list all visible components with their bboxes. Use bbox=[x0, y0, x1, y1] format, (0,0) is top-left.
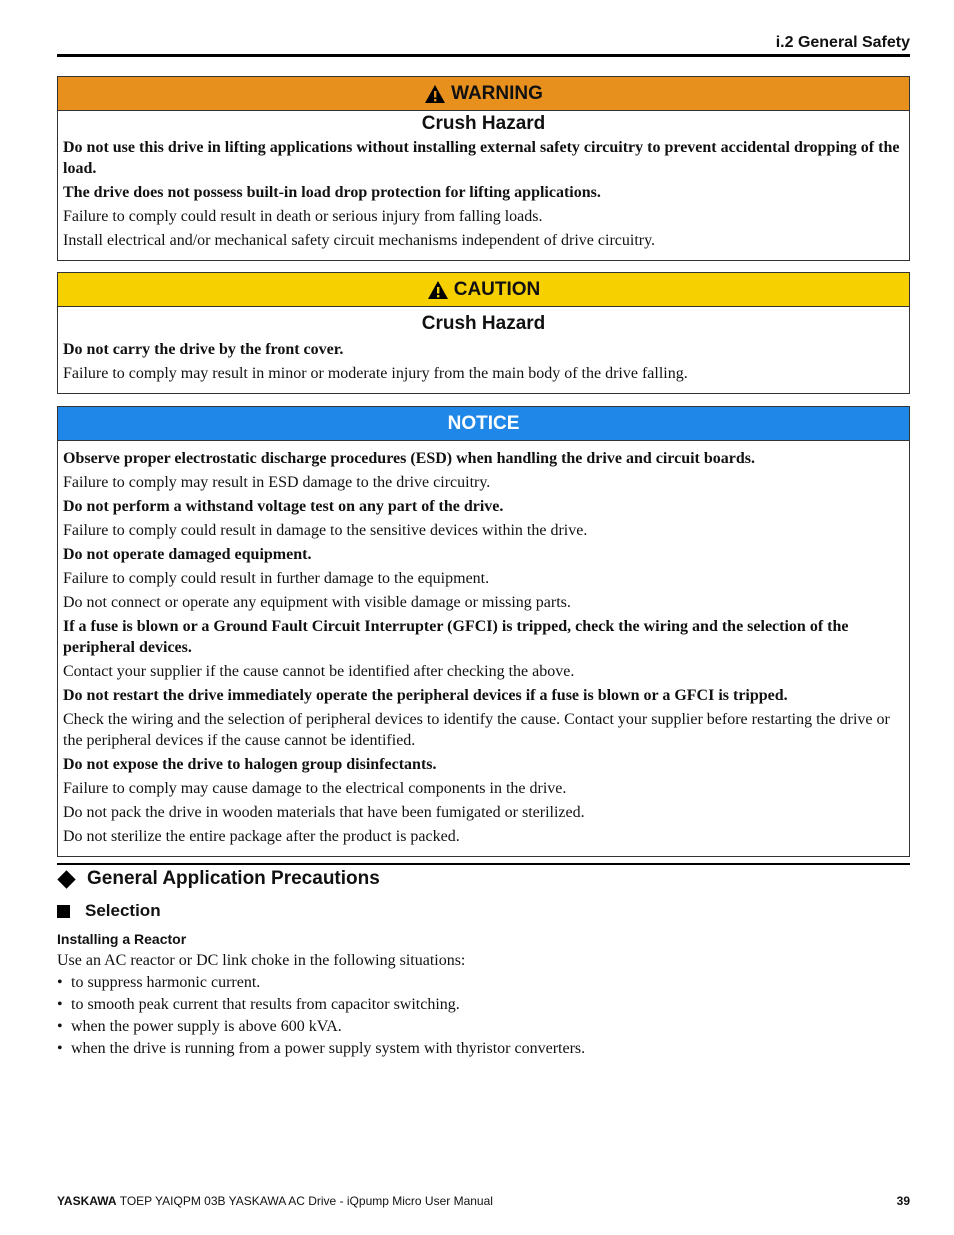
warning-body bbox=[58, 134, 909, 260]
notice-line: Do not pack the drive in wooden materials that have been fumigated or sterilized. bbox=[63, 804, 585, 821]
warning-line: Install electrical and/or mechanical safety circuit mechanisms independent of drive circuitry. bbox=[63, 232, 656, 249]
intro-paragraph: Use an AC reactor or DC link choke in the following situations: bbox=[57, 952, 466, 969]
notice-line: Do not perform a withstand voltage test on any part of the drive. bbox=[63, 498, 504, 515]
list-item: • to smooth peak current that results from capacitor switching. bbox=[57, 996, 460, 1013]
warning-hazard-title: Crush Hazard bbox=[421, 113, 546, 134]
page-number: 39 bbox=[896, 1194, 910, 1208]
caution-body bbox=[58, 336, 909, 393]
caution-hazard-title: Crush Hazard bbox=[421, 313, 546, 334]
notice-line: If a fuse is blown or a Ground Fault Circuit Interrupter (GFCI) is tripped, check the wiring and the selection of the peripheral devices. bbox=[63, 618, 849, 656]
section-divider bbox=[57, 863, 910, 865]
notice-line: Contact your supplier if the cause cannot be identified after checking the above. bbox=[63, 663, 575, 680]
caution-line: Do not carry the drive by the front cover. bbox=[63, 341, 344, 358]
notice-body bbox=[58, 441, 909, 856]
warning-triangle-icon bbox=[424, 84, 446, 104]
notice-line: Check the wiring and the selection of peripheral devices to identify the cause. Contact your supplier before restarting the drive or the peripheral devices if the cause cannot be identified. bbox=[63, 711, 890, 749]
caution-triangle-icon bbox=[427, 280, 449, 300]
notice-header bbox=[58, 407, 909, 441]
subsection-heading-text: Selection bbox=[85, 901, 161, 920]
square-bullet-icon bbox=[57, 905, 70, 918]
bullet-list bbox=[57, 972, 585, 1060]
list-item: • when the drive is running from a power supply system with thyristor converters. bbox=[57, 1040, 586, 1057]
notice-line: Failure to comply may cause damage to the electrical components in the drive. bbox=[63, 780, 567, 797]
caution-header bbox=[58, 273, 909, 307]
notice-box bbox=[57, 406, 910, 857]
caution-line: Failure to comply may result in minor or moderate injury from the main body of the drive falling. bbox=[63, 365, 688, 382]
section-heading-text: General Application Precautions bbox=[87, 868, 380, 889]
warning-box bbox=[57, 76, 910, 261]
warning-line: Failure to comply could result in death or serious injury from falling loads. bbox=[63, 208, 543, 225]
notice-line: Do not expose the drive to halogen group disinfectants. bbox=[63, 756, 437, 773]
footer-brand: YASKAWA bbox=[57, 1194, 117, 1208]
notice-line: Do not connect or operate any equipment with visible damage or missing parts. bbox=[63, 594, 571, 611]
list-item: • when the power supply is above 600 kVA. bbox=[57, 1018, 342, 1035]
warning-label: WARNING bbox=[451, 82, 543, 104]
warning-line: Do not use this drive in lifting applications without installing external safety circuitry to prevent accidental dropping of the load. bbox=[63, 139, 900, 177]
caution-box bbox=[57, 272, 910, 394]
footer-doc-title: TOEP YAIQPM 03B YASKAWA AC Drive - iQpump Micro User Manual bbox=[119, 1194, 493, 1208]
warning-header bbox=[58, 77, 909, 111]
diamond-bullet-icon bbox=[57, 870, 75, 888]
notice-line: Do not restart the drive immediately operate the peripheral devices if a fuse is blown or a GFCI is tripped. bbox=[63, 687, 788, 704]
section-title: i.2 General Safety bbox=[775, 34, 910, 51]
notice-line: Failure to comply could result in damage to the sensitive devices within the drive. bbox=[63, 522, 588, 539]
list-item: • to suppress harmonic current. bbox=[57, 974, 261, 991]
page-footer bbox=[57, 1194, 910, 1208]
notice-label: NOTICE bbox=[447, 412, 520, 434]
notice-line: Failure to comply may result in ESD damage to the drive circuitry. bbox=[63, 474, 491, 491]
subsection-heading bbox=[57, 901, 161, 921]
section-heading bbox=[57, 868, 380, 890]
warning-line: The drive does not possess built-in load drop protection for lifting applications. bbox=[63, 184, 601, 201]
notice-line: Do not sterilize the entire package after the product is packed. bbox=[63, 828, 460, 845]
caution-label: CAUTION bbox=[453, 278, 541, 300]
page-header bbox=[57, 32, 910, 57]
topic-heading: Installing a Reactor bbox=[57, 931, 187, 947]
notice-line: Failure to comply could result in further damage to the equipment. bbox=[63, 570, 490, 587]
notice-line: Observe proper electrostatic discharge procedures (ESD) when handling the drive and circuit boards. bbox=[63, 450, 755, 467]
notice-line: Do not operate damaged equipment. bbox=[63, 546, 312, 563]
